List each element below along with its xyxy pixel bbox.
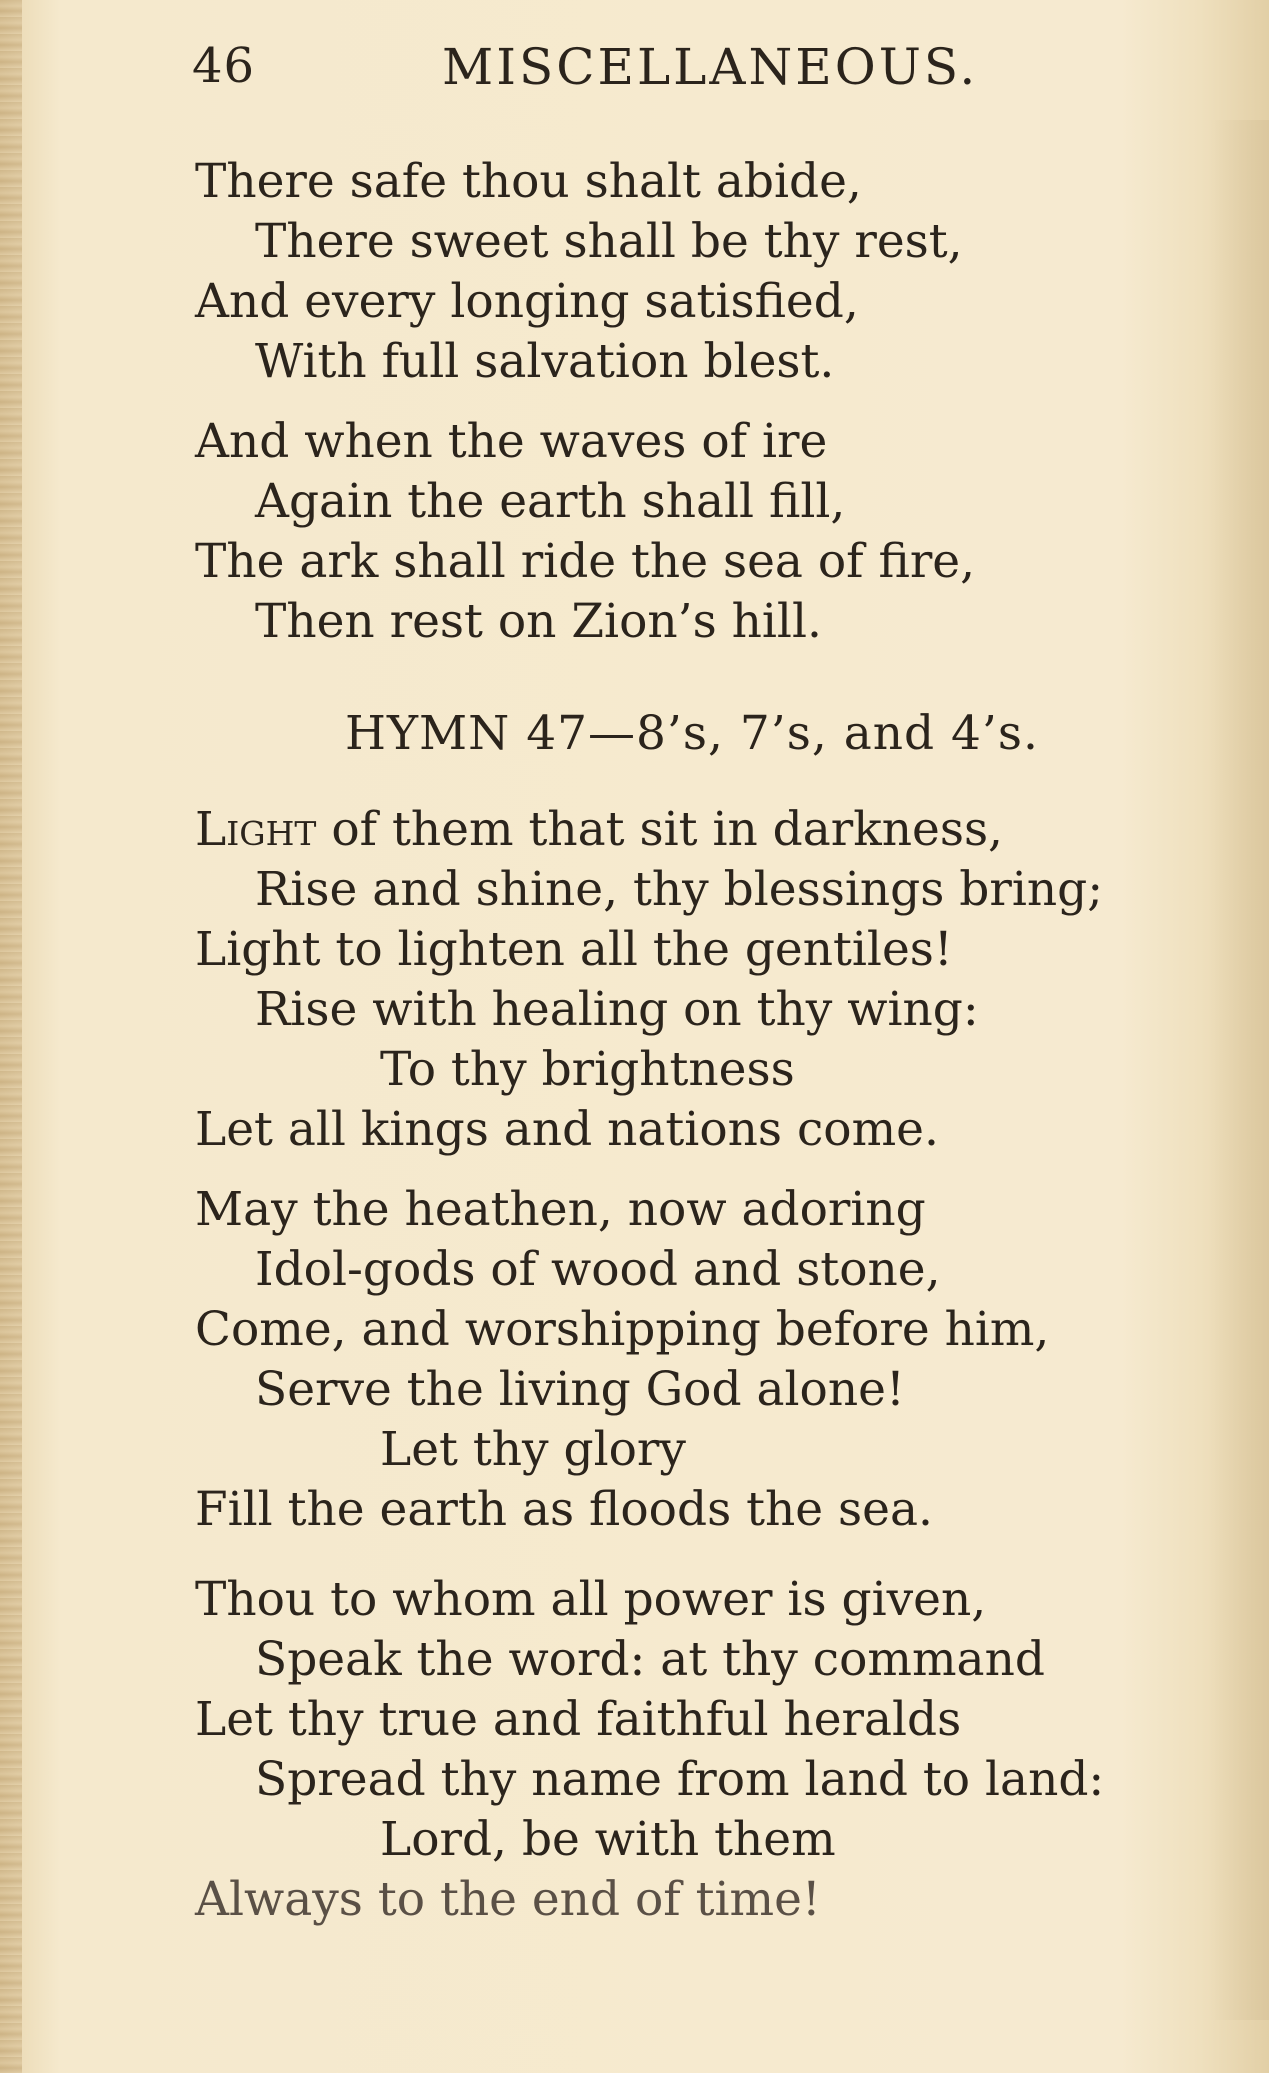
verse-line: Rise with healing on thy wing: (255, 982, 979, 1037)
verse-line: Serve the living God alone! (255, 1362, 905, 1417)
verse-line: And when the waves of ire (195, 414, 828, 469)
hymn-stanza-3 (195, 1570, 1195, 1930)
verse-line: Spread thy name from land to land: (255, 1752, 1105, 1807)
verse-line: Light to lighten all the gentiles! (195, 922, 953, 977)
verse-line (195, 800, 1195, 860)
hymn-stanza-1 (195, 800, 1195, 1160)
stanza-continued-2 (195, 412, 1195, 652)
page-right-shadow (1209, 120, 1269, 2020)
verse-line: The ark shall ride the sea of fire, (195, 534, 976, 589)
verse-line: Let all kings and nations come. (195, 1102, 939, 1157)
running-head: MISCELLANEOUS. (442, 38, 979, 96)
verse-line: Rise and shine, thy blessings bring; (255, 862, 1104, 917)
verse-line: To thy brightness (380, 1042, 795, 1097)
page-header (192, 38, 1012, 98)
verse-line: There sweet shall be thy rest, (255, 214, 963, 269)
verse-line: Come, and worshipping before him, (195, 1302, 1050, 1357)
stanza-continued-1 (195, 152, 1195, 392)
verse-line: With full salvation blest. (255, 334, 835, 389)
verse-line: Always to the end of time! (195, 1872, 821, 1927)
first-word-smallcaps: Light (195, 802, 317, 857)
verse-line-rest: of them that sit in darkness, (316, 802, 1004, 857)
verse-line: Fill the earth as floods the sea. (195, 1482, 933, 1537)
page-spine-edge (0, 0, 22, 2073)
verse-line: Speak the word: at thy command (255, 1632, 1045, 1687)
verse-line: Let thy glory (380, 1422, 686, 1477)
verse-line: Let thy true and faithful heralds (195, 1692, 962, 1747)
verse-line: There safe thou shalt abide, (195, 154, 862, 209)
hymn-title: HYMN 47—8’s, 7’s, and 4’s. (345, 706, 1039, 761)
hymn-stanza-2 (195, 1180, 1195, 1540)
verse-line: Again the earth shall fill, (255, 474, 846, 529)
verse-line: Idol-gods of wood and stone, (255, 1242, 941, 1297)
verse-line: Lord, be with them (380, 1812, 836, 1867)
verse-line: May the heathen, now adoring (195, 1182, 926, 1237)
page-number: 46 (192, 38, 256, 94)
verse-line: And every longing satisfied, (195, 274, 859, 329)
verse-line: Thou to whom all power is given, (195, 1572, 987, 1627)
verse-line: Then rest on Zion’s hill. (255, 594, 822, 649)
